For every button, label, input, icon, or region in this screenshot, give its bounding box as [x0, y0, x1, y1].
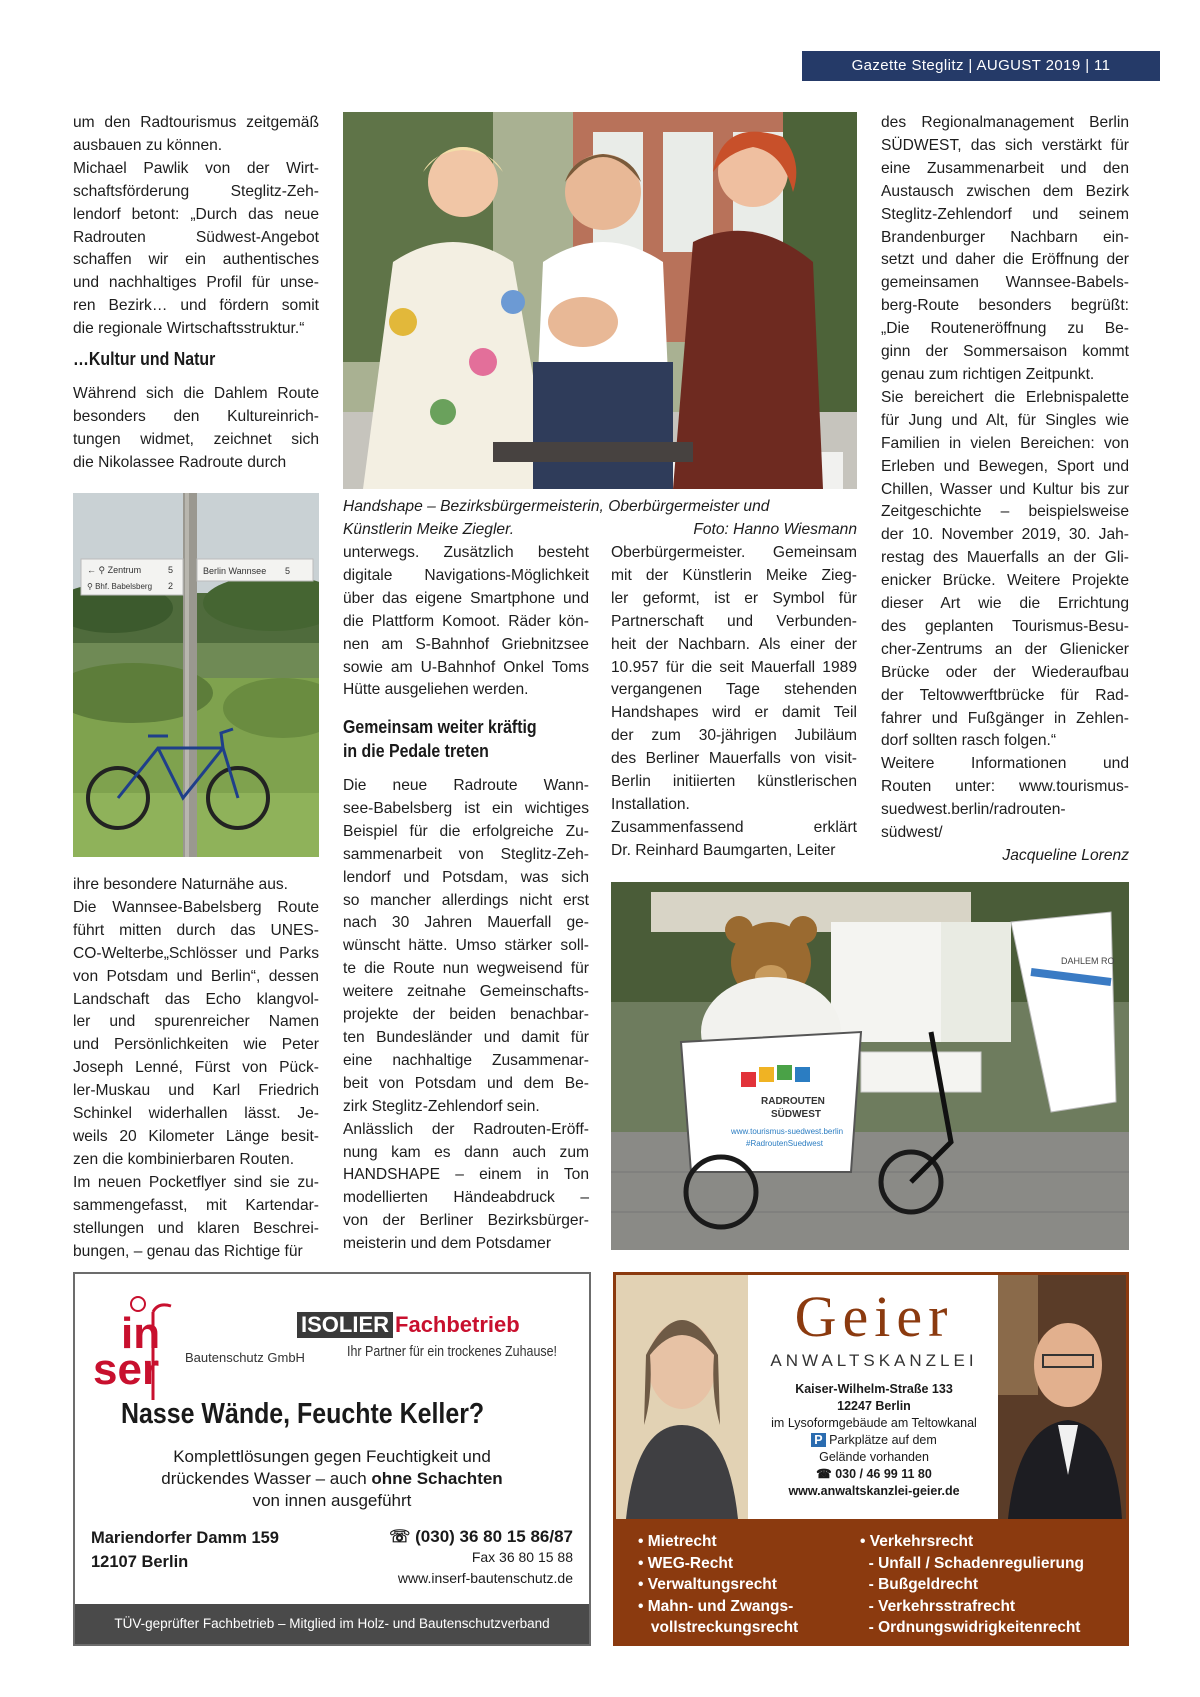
text-line: Installation. — [611, 795, 690, 813]
text-line: - Unfall / Schadenregulierung — [860, 1554, 1084, 1572]
col1-top-text — [73, 112, 319, 341]
text-line: HANDSHAPE – einem in Ton — [343, 1166, 589, 1184]
text-line: Steglitz-Zehlendorf und seinem — [881, 205, 1129, 223]
text-line: dorf sollten rasch folgen.“ — [881, 732, 1057, 750]
text-line: • Verkehrsrecht — [860, 1533, 974, 1550]
geier-sub: ANWALTSKANZLEI — [770, 1351, 978, 1370]
inserf-street: Mariendorfer Damm 159 — [91, 1529, 279, 1547]
text-line: und nachhaltiges Profil für unse- — [73, 274, 319, 292]
text-line: Sie bereichert die Erlebnispalette — [881, 388, 1129, 406]
text-line: Oberbürgermeister. Gemeinsam — [611, 544, 857, 561]
text-line: - Bußgeldrecht — [860, 1576, 978, 1593]
text-line: Radrouten Südwest-Angebot — [73, 228, 319, 246]
inserf-city: 12107 Berlin — [91, 1553, 189, 1571]
text-line: ler-Muskau und Karl Friedrich — [73, 1082, 319, 1100]
cargo-bike-illustration — [611, 882, 1129, 1250]
col4-text — [881, 112, 1129, 845]
portrait-male-icon — [998, 1275, 1126, 1519]
text-line: Joseph Lenné, Fürst von Pück- — [73, 1059, 319, 1077]
text-line: eine nachhaltige Zusammenar- — [343, 1051, 589, 1069]
text-line: Die neue Radroute Wann- — [343, 777, 589, 794]
col1-subhead: …Kultur und Natur — [73, 348, 216, 369]
isolier-badge — [297, 1312, 520, 1338]
geier-services — [616, 1519, 1126, 1643]
text-line: des Regionalmanagement Berlin — [881, 114, 1129, 131]
col1-mid-text — [73, 383, 319, 475]
text-line: so mancher allerdings nicht erst — [343, 891, 589, 909]
text-line: die regionale Wirtschaftsstruktur.“ — [73, 320, 305, 338]
sign-right-km: 5 — [285, 566, 291, 576]
text-line: über das eigene Smartphone und — [343, 589, 589, 607]
text-line: Zeitgeschichte – beispielsweise — [881, 503, 1129, 521]
text-line: Landschaft das Echo klangvol- — [73, 990, 319, 1008]
bike-tag: #RadroutenSuedwest — [746, 1139, 823, 1148]
signpost-illustration — [73, 493, 319, 857]
text-line: digitale Navigations-Möglichkeit — [343, 566, 589, 584]
text-line: des Berliner Mauerfalls von visit- — [611, 750, 857, 768]
photo-credit: Foto: Hanno Wiesmann — [693, 520, 857, 538]
inserf-phone[interactable]: (030) 36 80 15 86/87 — [415, 1527, 573, 1546]
col2-bottom-text — [343, 775, 589, 1256]
inserf-company-sub: Bautenschutz GmbH — [185, 1350, 305, 1365]
text-line: Zusammenfassend erklärt — [611, 818, 857, 836]
phone-icon: ☎ — [816, 1467, 836, 1481]
photo-caption — [343, 496, 857, 542]
inserf-web[interactable]: www.inserf-bautenschutz.de — [397, 1570, 573, 1586]
text-line: der Teltowwerftbrücke für Rad- — [881, 686, 1129, 704]
text-line: nung kam es dann auch zum — [343, 1143, 589, 1161]
cargo-bike-photo — [611, 882, 1129, 1250]
lawyer-photo-male — [998, 1275, 1126, 1519]
text-line: beit von Potsdam und dem Be- — [343, 1074, 589, 1092]
text-line: dieser Art wie die Errichtung — [881, 595, 1129, 613]
text-line: bungen, – genau das Richtige für — [73, 1242, 303, 1260]
inserf-fax: Fax 36 80 15 88 — [471, 1549, 573, 1565]
text-line: vollstreckungsrecht — [638, 1619, 799, 1636]
text-line: und Persönlichkeiten wie Peter — [73, 1036, 319, 1054]
text-line: modellierten Händeabdruck – — [343, 1189, 589, 1207]
handshake-illustration — [343, 112, 857, 489]
inserf-logo — [93, 1292, 183, 1402]
text-line: ren Bezirk… und fördern somit — [73, 297, 319, 315]
bike-url: www.tourismus-suedwest.berlin — [731, 1127, 844, 1136]
text-line: Routen unter: www.tourismus- — [881, 778, 1129, 796]
sign-right-label: Berlin Wannsee — [203, 566, 267, 576]
text-line: weils 20 Kilometer Länge besit- — [73, 1127, 319, 1145]
geier-parking2: Gelände vorhanden — [819, 1450, 929, 1464]
text-line: ler geformt, ist er Symbol für — [611, 589, 857, 607]
text-line: Hütte ausgeliehen werden. — [343, 681, 529, 699]
text-line: Anlässlich der Radrouten-Eröff- — [343, 1120, 589, 1138]
text-line: • WEG-Recht — [638, 1554, 733, 1572]
bike-sign-line2: SÜDWEST — [771, 1109, 821, 1120]
text-line: führt mitten durch das UNES- — [73, 921, 319, 939]
text-line: Die Wannsee-Babelsberg Route — [73, 898, 319, 916]
inserf-slogan: Ihr Partner für ein trockenes Zuhause! — [347, 1344, 558, 1360]
text-line: genau zum richtigen Zeitpunkt. — [881, 365, 1095, 383]
text-line: von Potsdam und Berlin“, dessen — [73, 967, 319, 985]
text-line: Brücke oder der Wiederaufbau — [881, 663, 1129, 681]
text-line: von der Berliner Bezirksbürger- — [343, 1212, 589, 1230]
text-line: schaffen wir ein authentisches — [73, 251, 319, 269]
text-line: sowie am U-Bahnhof Onkel Toms — [343, 658, 589, 676]
text-line: ausbauen zu können. — [73, 136, 223, 154]
text-line: berg-Route besonders begrüßt: — [881, 297, 1129, 315]
sign-left-label: ← ⚲ Zentrum — [87, 565, 142, 575]
text-line: stellungen und klaren Beschrei- — [73, 1219, 319, 1237]
text-line: Dr. Reinhard Baumgarten, Leiter — [611, 841, 836, 859]
text-line: - Ordnungswidrigkeitenrecht — [860, 1619, 1081, 1636]
sign-left2-label: ⚲ Bhf. Babelsberg — [87, 582, 153, 591]
text-line: sammengefasst, mit Kartendar- — [73, 1196, 319, 1214]
text-line: Partnerschaft und Verbunden- — [611, 612, 857, 630]
inserf-sub-line3: von innen ausgeführt — [252, 1491, 412, 1510]
sign-left-km: 5 — [168, 565, 174, 575]
text-line: setzt und daher die Eröffnung der — [881, 251, 1129, 269]
text-line: Handshapes wird er damit Teil — [611, 704, 857, 722]
text-line: - Verkehrsstrafrecht — [860, 1597, 1016, 1615]
text-line: Beispiel für die erfolgreiche Zu- — [343, 822, 589, 840]
caption-line2: Künstlerin Meike Ziegler. — [343, 520, 515, 538]
text-line: vergangenen Tage stehenden — [611, 681, 857, 699]
text-line: „Die Routeneröffnung zu Be- — [881, 320, 1129, 338]
text-line: schaftsförderung Steglitz-Zeh- — [73, 182, 319, 200]
geier-web[interactable]: www.anwaltskanzlei-geier.de — [788, 1484, 960, 1498]
text-line: cher-Zentrums an der Glienicker — [881, 640, 1129, 658]
text-line: • Mahn- und Zwangs- — [638, 1597, 794, 1615]
text-line: ginn der Sommersaison kommt — [881, 343, 1129, 361]
text-line: meisterin und dem Potsdamer — [343, 1235, 552, 1253]
geier-zip: 12247 Berlin — [837, 1399, 911, 1413]
sign-left2-km: 2 — [168, 581, 174, 591]
signpost-photo — [73, 493, 319, 857]
isolier-badge-left: ISOLIER — [297, 1312, 393, 1338]
text-line: eine Zusammenarbeit und den — [881, 159, 1129, 177]
text-line: Familien in vielen Bereichen: von — [881, 434, 1129, 452]
text-line: see-Babelsberg ist ein wichtiges — [343, 799, 589, 817]
ad-inserf[interactable] — [73, 1272, 591, 1646]
text-line: 10.957 für die seit Mauerfall 1989 — [611, 658, 857, 676]
text-line: Brandenburger Nachbarn ein- — [881, 228, 1129, 246]
inserf-footer: TÜV-geprüfter Fachbetrieb – Mitglied im Holz- und Bautenschutzverband — [75, 1604, 589, 1644]
text-line: projekte der beiden benachbar- — [343, 1006, 589, 1024]
inserf-logo-in: in — [121, 1309, 161, 1358]
text-line: wünscht hätte. Umso stärker soll- — [343, 937, 589, 955]
text-line: der zum 30-jährigen Jubiläum — [611, 727, 857, 745]
inserf-sub-line2: drückendes Wasser – auch ohne Schachten — [161, 1469, 503, 1488]
geier-parking1: Parkplätze auf dem — [829, 1433, 937, 1447]
geier-street: Kaiser-Wilhelm-Straße 133 — [795, 1382, 953, 1396]
inserf-sub — [75, 1446, 589, 1512]
text-line: Berlin initiierten künstlerischen — [611, 773, 857, 791]
board-text: DAHLEM RO — [1061, 956, 1115, 966]
text-line: CO-Welterbe„Schlösser und Parks — [73, 944, 319, 962]
inserf-contact — [389, 1526, 573, 1589]
text-line: lendorf betont: „Durch das neue — [73, 205, 319, 223]
text-line: sammenarbeit von Steglitz-Zeh- — [343, 845, 589, 863]
caption-line1: Handshape – Bezirksbürgermeisterin, Oberbürgermeister und — [343, 498, 770, 515]
phone-icon: ☏ — [389, 1527, 416, 1546]
text-line: Während sich die Dahlem Route — [73, 385, 319, 402]
text-line: enicker Brücke. Weitere Projekte — [881, 572, 1129, 590]
geier-phone[interactable]: 030 / 46 99 11 80 — [835, 1467, 932, 1481]
col2-subhead-2: in die Pedale treten — [343, 740, 489, 761]
inserf-sub-line1: Komplettlösungen gegen Feuchtigkeit und — [173, 1447, 491, 1466]
services-right — [860, 1531, 1084, 1639]
col1-bottom-text — [73, 874, 319, 1263]
text-line: lendorf und Potsdam, was sich — [343, 868, 589, 886]
ad-geier[interactable] — [613, 1272, 1129, 1646]
text-line: Chillen, Wasser und Kultur bis zur — [881, 480, 1129, 498]
parking-icon: P — [811, 1433, 825, 1447]
isolier-badge-right: Fachbetrieb — [395, 1312, 520, 1337]
text-line: heit der Nachbarn. Als einer der — [611, 635, 857, 653]
text-line: unterwegs. Zusätzlich besteht — [343, 544, 589, 561]
services-left — [638, 1531, 798, 1639]
text-line: die Plattform Komoot. Räder kön- — [343, 612, 589, 630]
col3-text — [611, 542, 857, 863]
geier-name: Geier — [794, 1284, 954, 1349]
text-line: gemeinsamen Wannsee-Babels- — [881, 274, 1129, 292]
inserf-logo-ser: ser — [93, 1345, 160, 1394]
geier-phone-row — [746, 1466, 1002, 1483]
text-line: mit der Künstlerin Meike Zieg- — [611, 566, 857, 584]
col2-subhead-1: Gemeinsam weiter kräftig — [343, 716, 537, 737]
text-line: ler und spurenreicher Namen — [73, 1013, 319, 1031]
author-name: Jacqueline Lorenz — [1002, 847, 1129, 864]
inserf-address — [91, 1526, 279, 1574]
text-line: weitere zeitnahe Gemeinschafts- — [343, 983, 589, 1001]
text-line: te die Route nun wegweisend für — [343, 960, 589, 978]
geier-parking-row — [746, 1432, 1002, 1449]
text-line: der 10. November 2019, 30. Jah- — [881, 526, 1129, 544]
text-line: tungen widmet, zeichnet sich — [73, 430, 319, 448]
text-line: • Verwaltungsrecht — [638, 1576, 777, 1593]
text-line: ihre besondere Naturnähe aus. — [73, 876, 288, 893]
col2-top-text — [343, 542, 589, 702]
geier-building: im Lysoformgebäude am Teltowkanal — [771, 1416, 977, 1430]
text-line: zirk Steglitz-Zehlendorf sein. — [343, 1097, 540, 1115]
text-line: SÜDWEST, das sich verstärkt für — [881, 136, 1129, 154]
bike-sign-line1: RADROUTEN — [761, 1096, 825, 1107]
text-line: Austausch zwischen dem Bezirk — [881, 182, 1129, 200]
inserf-headline: Nasse Wände, Feuchte Keller? — [121, 1398, 485, 1430]
text-line: für Jung und Alt, für Singles wie — [881, 411, 1129, 429]
text-line: Weitere Informationen und — [881, 755, 1129, 773]
text-line: restag des Mauerfalls an der Gli- — [881, 549, 1129, 567]
text-line: ten Bundesländer und damit für — [343, 1028, 589, 1046]
handshake-photo — [343, 112, 857, 489]
page-header: Gazette Steglitz | AUGUST 2019 | 11 — [802, 51, 1160, 81]
text-line: nen am S-Bahnhof Griebnitzsee — [343, 635, 589, 653]
text-line: südwest/ — [881, 824, 943, 842]
text-line: suedwest.berlin/radrouten- — [881, 801, 1066, 819]
text-line: fahrer und Fußgänger in Zehlen- — [881, 709, 1129, 727]
text-line: Im neuen Pocketflyer sind sie zu- — [73, 1173, 319, 1191]
text-line: um den Radtourismus zeitgemäß — [73, 114, 319, 131]
geier-address — [746, 1381, 1002, 1500]
text-line: Michael Pawlik von der Wirt- — [73, 159, 319, 177]
portrait-female-icon — [616, 1275, 748, 1519]
text-line: nach 30 Jahren Mauerfall ge- — [343, 914, 589, 932]
text-line: Erleben und Bewegen, Sport und — [881, 457, 1129, 475]
text-line: Schinkel widerhallen lässt. Je- — [73, 1105, 319, 1123]
text-line: des geplanten Tourismus-Besu- — [881, 617, 1129, 635]
text-line: die Nikolassee Radroute durch — [73, 453, 287, 471]
text-line: zen die kombinierbaren Routen. — [73, 1150, 295, 1168]
inserf-phone-row — [389, 1526, 573, 1547]
text-line: besonders den Kultureinrich- — [73, 407, 319, 425]
text-line: • Mietrecht — [638, 1533, 717, 1550]
lawyer-photo-female — [616, 1275, 748, 1519]
